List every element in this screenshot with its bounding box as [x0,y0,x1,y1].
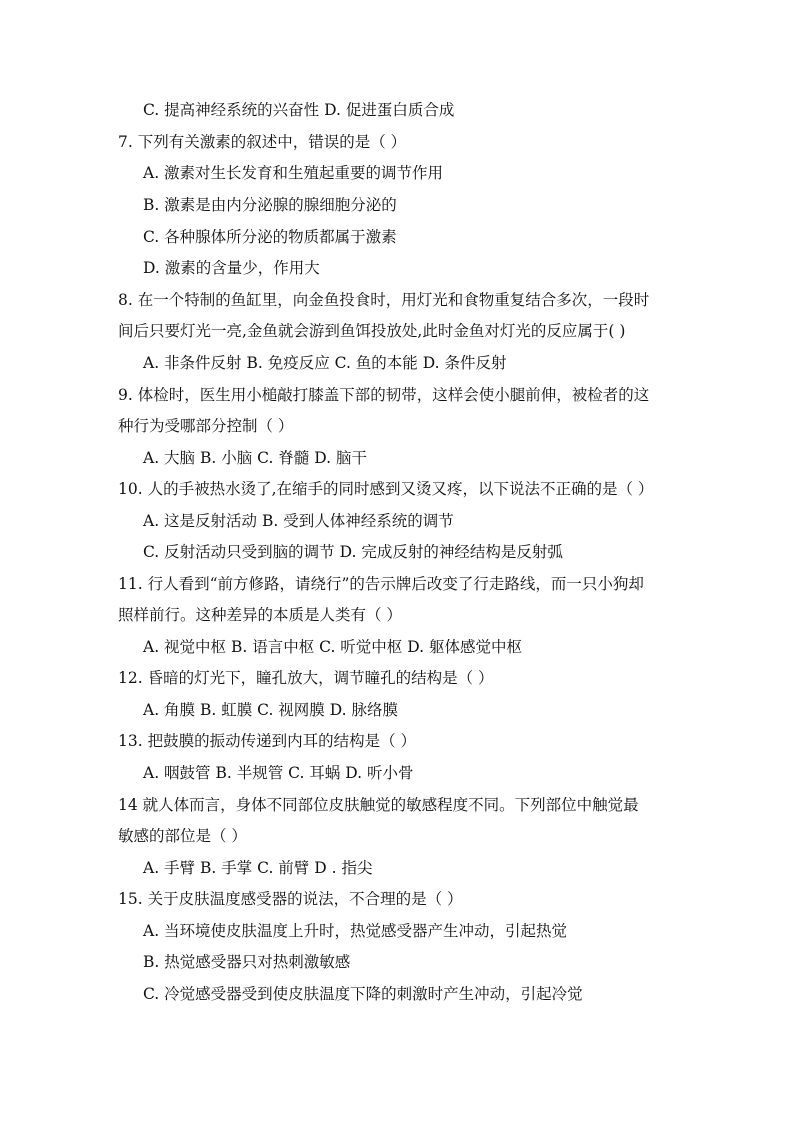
question-12-stem: 12. 昏暗的灯光下，瞳孔放大，调节瞳孔的结构是（ ） [118,669,494,687]
option-line: C. 各种腺体所分泌的物质都属于激素 [143,228,397,246]
option-line: A. 激素对生长发育和生殖起重要的调节作用 [143,164,444,182]
question-8-stem: 8. 在一个特制的鱼缸里，向金鱼投食时，用灯光和食物重复结合多次，一段时 [118,291,650,309]
question-10-stem: 10. 人的手被热水烫了,在缩手的同时感到又烫又疼，以下说法不正确的是（ ） [118,480,654,498]
question-11-stem: 11. 行人看到“前方修路，请绕行”的告示牌后改变了行走路线，而一只小狗却 [118,575,644,593]
option-line: A. 视觉中枢 B. 语言中枢 C. 听觉中枢 D. 躯体感觉中枢 [143,638,522,656]
question-13-stem: 13. 把鼓膜的振动传递到内耳的结构是（ ） [118,732,417,750]
option-line: D. 激素的含量少，作用大 [143,259,320,277]
question-9-stem-cont: 种行为受哪部分控制（ ） [118,417,294,435]
question-14-stem: 14 就人体而言，身体不同部位皮肤触觉的敏感程度不同。下列部位中触觉最 [118,796,639,814]
option-line: A. 当环境使皮肤温度上升时，热觉感受器产生冲动，引起热觉 [143,922,568,940]
option-line: A. 咽鼓管 B. 半规管 C. 耳蜗 D. 听小骨 [143,764,414,782]
question-9-stem: 9. 体检时，医生用小槌敲打膝盖下部的韧带，这样会使小腿前伸，被检者的这 [118,386,650,404]
option-line: C. 冷觉感受器受到使皮肤温度下降的刺激时产生冲动，引起冷觉 [143,985,583,1003]
option-line: A. 角膜 B. 虹膜 C. 视网膜 D. 脉络膜 [143,701,398,719]
question-14-stem-cont: 敏感的部位是（ ） [118,827,247,845]
option-line: C. 反射活动只受到脑的调节 D. 完成反射的神经结构是反射弧 [143,543,563,561]
question-11-stem-cont: 照样前行。这种差异的本质是人类有（ ） [118,606,402,624]
option-line: B. 热觉感受器只对热刺激敏感 [143,953,351,971]
option-line: A. 大脑 B. 小脑 C. 脊髓 D. 脑干 [143,449,367,467]
question-15-stem: 15. 关于皮肤温度感受器的说法，不合理的是（ ） [118,890,463,908]
option-line: A. 这是反射活动 B. 受到人体神经系统的调节 [143,512,454,530]
question-7-stem: 7. 下列有关激素的叙述中，错误的是（ ） [118,133,407,151]
option-line: A. 非条件反射 B. 免疫反应 C. 鱼的本能 D. 条件反射 [143,354,507,372]
option-line: B. 激素是由内分泌腺的腺细胞分泌的 [143,196,397,214]
option-line: A. 手臂 B. 手掌 C. 前臂 D . 指尖 [143,859,373,877]
question-8-stem-cont: 间后只要灯光一亮,金鱼就会游到鱼饵投放处,此时金鱼对灯光的反应属于( ) [118,322,626,340]
option-line: C. 提高神经系统的兴奋性 D. 促进蛋白质合成 [143,101,455,119]
